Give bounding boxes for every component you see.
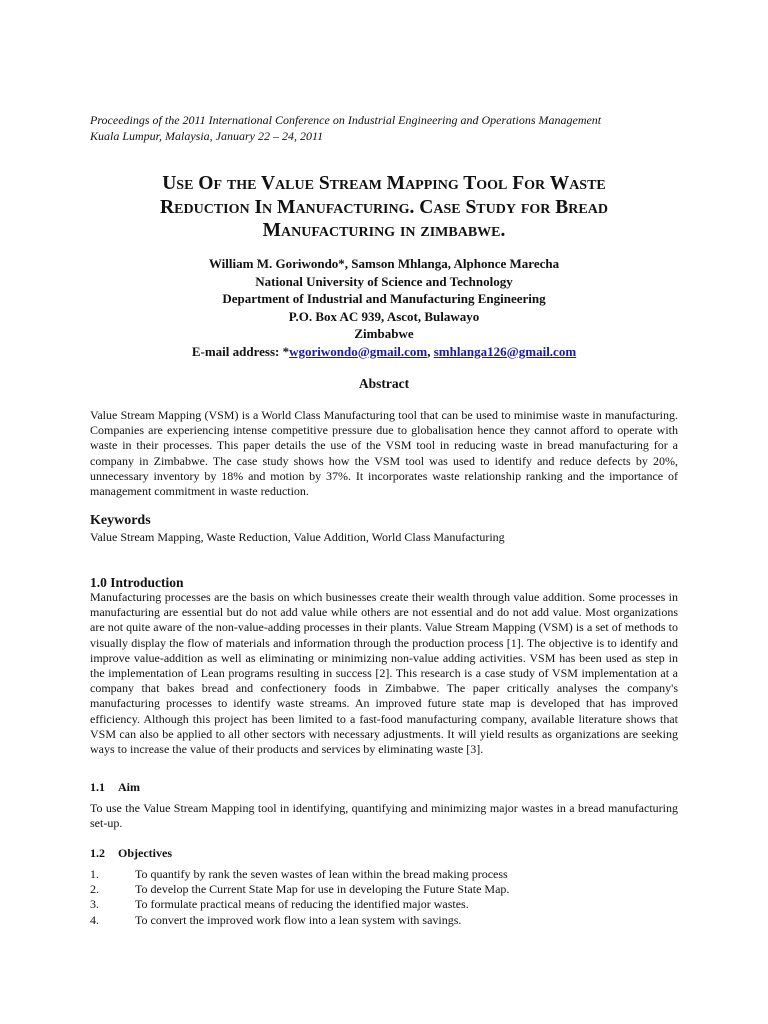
title-line: Manufacturing in zimbabwe. [262, 220, 506, 241]
section-number: 1.2 [90, 846, 105, 860]
keywords-heading: Keywords [90, 513, 151, 528]
conference-location-line: Kuala Lumpur, Malaysia, January 22 – 24, 2011 [90, 129, 324, 143]
introduction-text: Manufacturing processes are the basis on which businesses create their wealth through value addition. Some processes in manufacturing are essential but do not add value while others are not essential and do not add value. Most organizations are not quite aware of the non-value-adding processes in their plants. Value Stream Mapping (VSM) is a set of methods to visually display the flow of materials and information through the production process [1]. The objective is to identify and improve value-addition as well as eliminating or minimizing non-value adding activities. VSM has been used as step in the implementation of Lean programs resulting in success [2]. This research is a case study of VSM implementation at a company that bakes bread and confectionery foods in Zimbabwe. The paper critically analyses the company's manufacturing processes to identify waste streams. An improved future state map is developed that has improved efficiency. Although this project has been limited to a fast-food manufacturing company, available literature shows that VSM can also be applied to all other sectors with necessary adjustments. It will yield results as organizations are seeking ways to increase the value of their products and services by eliminating waste [3]. [90, 590, 678, 757]
proceedings-line: Proceedings of the 2011 International Conference on Industrial Engineering and Operations Management [90, 113, 602, 127]
keywords-text: Value Stream Mapping, Waste Reduction, Value Addition, World Class Manufacturing [90, 530, 505, 544]
title-line: Reduction In Manufacturing. Case Study for Bread [160, 196, 608, 218]
objectives-heading [90, 846, 172, 861]
email-link[interactable]: wgoriwondo@gmail.com [289, 343, 428, 359]
aim-heading [90, 780, 140, 795]
author-names: William M. Goriwondo*, Samson Mhlanga, Alphonce Marecha [208, 256, 560, 271]
section-number: 1.1 [90, 780, 105, 794]
list-number: 1. [90, 867, 99, 881]
list-item [90, 882, 678, 897]
abstract-text: Value Stream Mapping (VSM) is a World Class Manufacturing tool that can be used to minimise waste in manufacturing. Companies are experiencing intense competitive pressure due to globalisation hence they cannot afford to operate with waste in their processes. This paper details the use of the VSM tool in reducing waste in bread manufacturing for a company in Zimbabwe. The case study shows how the VSM tool was used to identify and reduce defects by 20%, unnecessary inventory by 18% and motion by 37%. It incorporates waste relationship ranking and the importance of management commitment in waste reduction. [90, 408, 678, 499]
author-country: Zimbabwe [354, 326, 414, 341]
author-department: Department of Industrial and Manufacturing Engineering [222, 291, 546, 306]
title-line: Use Of the Value Stream Mapping Tool For Waste [162, 173, 606, 194]
email-separator: , [427, 343, 434, 359]
section-title: Aim [118, 780, 140, 794]
list-item [90, 897, 678, 912]
email-link[interactable]: smhlanga126@gmail.com [433, 343, 577, 359]
abstract-heading: Abstract [358, 376, 410, 391]
list-text: To convert the improved work flow into a lean system with savings. [135, 912, 462, 927]
list-item [90, 867, 678, 882]
author-email-line [90, 343, 678, 361]
proceedings-header [90, 112, 601, 144]
objectives-list [90, 867, 678, 928]
author-block [90, 255, 678, 360]
list-item [90, 913, 678, 928]
author-address: P.O. Box AC 939, Ascot, Bulawayo [288, 308, 480, 324]
list-text: To develop the Current State Map for use in developing the Future State Map. [135, 882, 510, 897]
list-number: 2. [90, 882, 99, 897]
list-text: To formulate practical means of reducing the identified major wastes. [135, 897, 469, 912]
author-university: National University of Science and Technology [255, 273, 513, 289]
list-number: 4. [90, 912, 99, 927]
email-label: E-mail address: * [191, 343, 290, 359]
aim-text: To use the Value Stream Mapping tool in identifying, quantifying and minimizing major wastes in a bread manufacturing set-up. [90, 801, 678, 831]
section-title: Objectives [118, 846, 172, 860]
list-text: To quantify by rank the seven wastes of lean within the bread making process [135, 867, 508, 881]
list-number: 3. [90, 897, 99, 912]
paper-title [90, 172, 678, 243]
introduction-heading: 1.0 Introduction [90, 575, 184, 590]
